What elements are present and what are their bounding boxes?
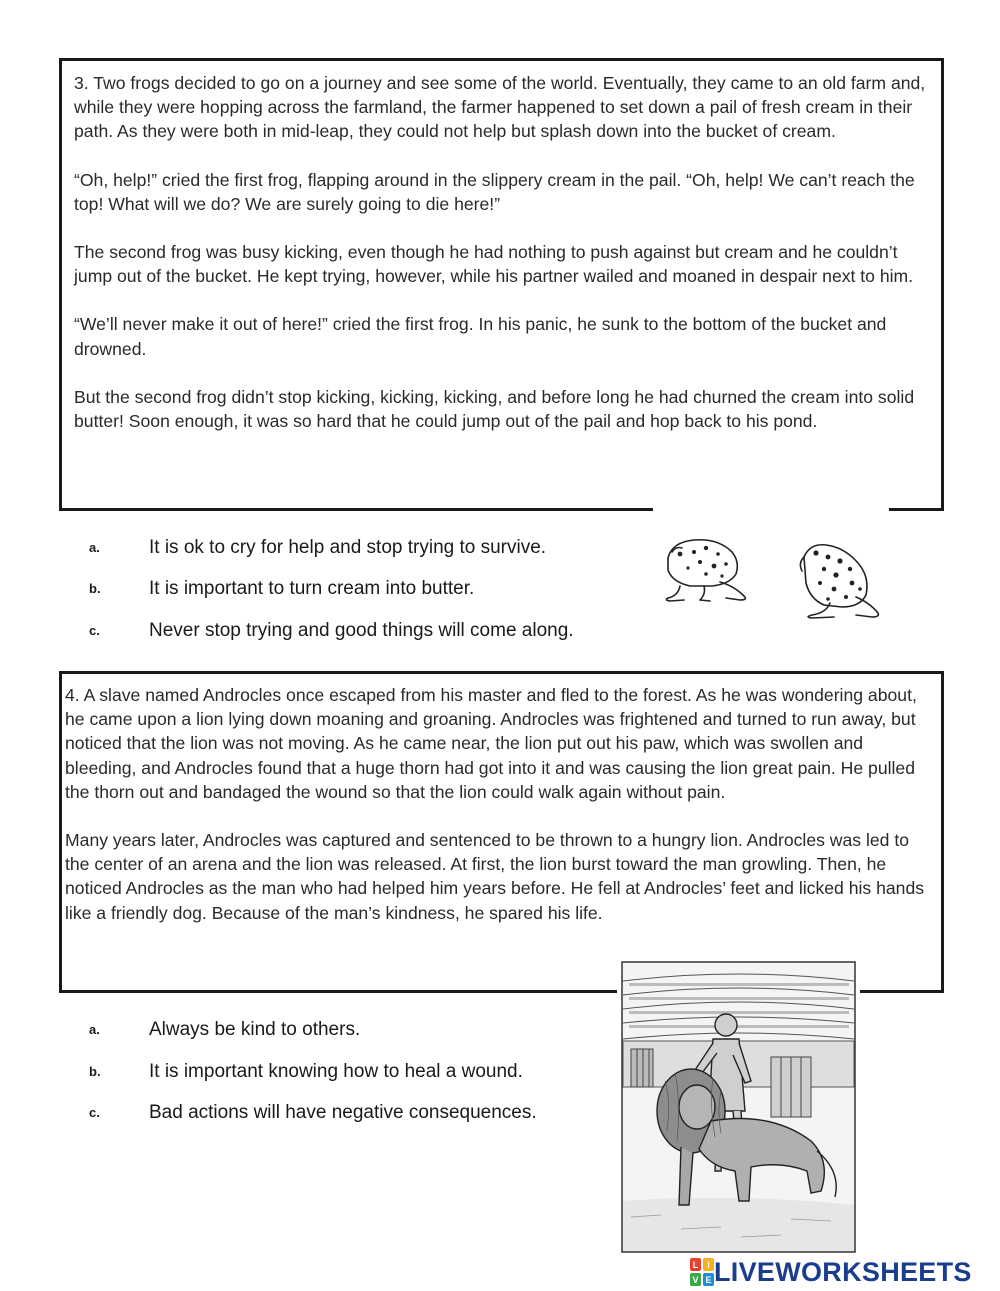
option-letter: a. (89, 1022, 100, 1037)
option-text: It is important to turn cream into butter. (149, 578, 475, 599)
androcles-lion-illustration (621, 961, 856, 1253)
svg-text:V: V (692, 1275, 699, 1285)
option-letter: b. (89, 1064, 101, 1079)
frog-illustration-left (660, 530, 750, 605)
passage-3-paragraph: 3. Two frogs decided to go on a journey and see some of the world. Eventually, they came to an old farm and, while they were hopping across the farmland, the farmer happened to set down a pail of fresh cream in their path. As they were both in mid-leap, they could not help but splash down into the bucket of cream. (74, 73, 926, 142)
liveworksheets-brand[interactable] (690, 1256, 972, 1288)
passage-4-text (65, 683, 935, 949)
liveworksheets-wordmark: LIVEWORKSHEETS (714, 1256, 972, 1287)
box-border-gap (653, 505, 889, 514)
passage-3-paragraph: The second frog was busy kicking, even though he had nothing to push against but cream and he couldn’t jump out of the bucket. He kept trying, however, while his partner wailed and moaned in despair next to him. (74, 242, 914, 287)
option-text: Always be kind to others. (149, 1019, 361, 1040)
option-text: Bad actions will have negative consequences. (149, 1102, 537, 1123)
passage-3-paragraph: “Oh, help!” cried the first frog, flapping around in the slippery cream in the pail. “Oh, help! We can’t reach the top! What will we do? We are surely going to die here!” (74, 169, 915, 214)
svg-text:E: E (705, 1275, 712, 1285)
option-letter: c. (89, 623, 100, 638)
passage-3-paragraph: But the second frog didn’t stop kicking, kicking, kicking, and before long he had churned the cream into solid butter! Soon enough, it was so hard that he could jump out of the pail and hop back to his pond. (74, 386, 915, 432)
frog-illustration-right (790, 537, 885, 622)
option-letter: b. (89, 581, 101, 596)
option-text: It is important knowing how to heal a wound. (149, 1061, 523, 1082)
liveworksheets-logo-icon (690, 1258, 714, 1286)
svg-text:I: I (707, 1260, 710, 1270)
option-text: Never stop trying and good things will come along. (149, 620, 574, 641)
option-letter: c. (89, 1105, 100, 1120)
passage-4-paragraph: Many years later, Androcles was captured and sentenced to be thrown to a hungry lion. Androcles was led to the center of an arena and the lion was released. At first, the lion burst toward the man growling. Then, he noticed Androcles as the man who had helped him years before. He fell at Androcles’ feet and licked his hands like a friendly dog. Because of the man’s kindness, he spared his life. (65, 830, 925, 923)
passage-3-paragraph: “We’ll never make it out of here!” cried the first frog. In his panic, he sunk to the bottom of the bucket and drowned. (74, 314, 887, 359)
option-text: It is ok to cry for help and stop trying to survive. (149, 537, 547, 558)
passage-3-text (74, 71, 934, 457)
passage-4-paragraph: 4. A slave named Androcles once escaped from his master and fled to the forest. As he was wondering about, he came upon a lion lying down moaning and groaning. Androcles was frightened and turned to run away, but noticed that the lion was not moving. As he came near, the lion put out his paw, which was swollen and bleeding, and Androcles found that a huge thorn had got into it and was causing the lion great pain. He pulled the thorn out and bandaged the wound so that the lion could walk again without pain. (65, 685, 917, 802)
svg-text:L: L (692, 1260, 699, 1270)
option-letter: a. (89, 540, 100, 555)
